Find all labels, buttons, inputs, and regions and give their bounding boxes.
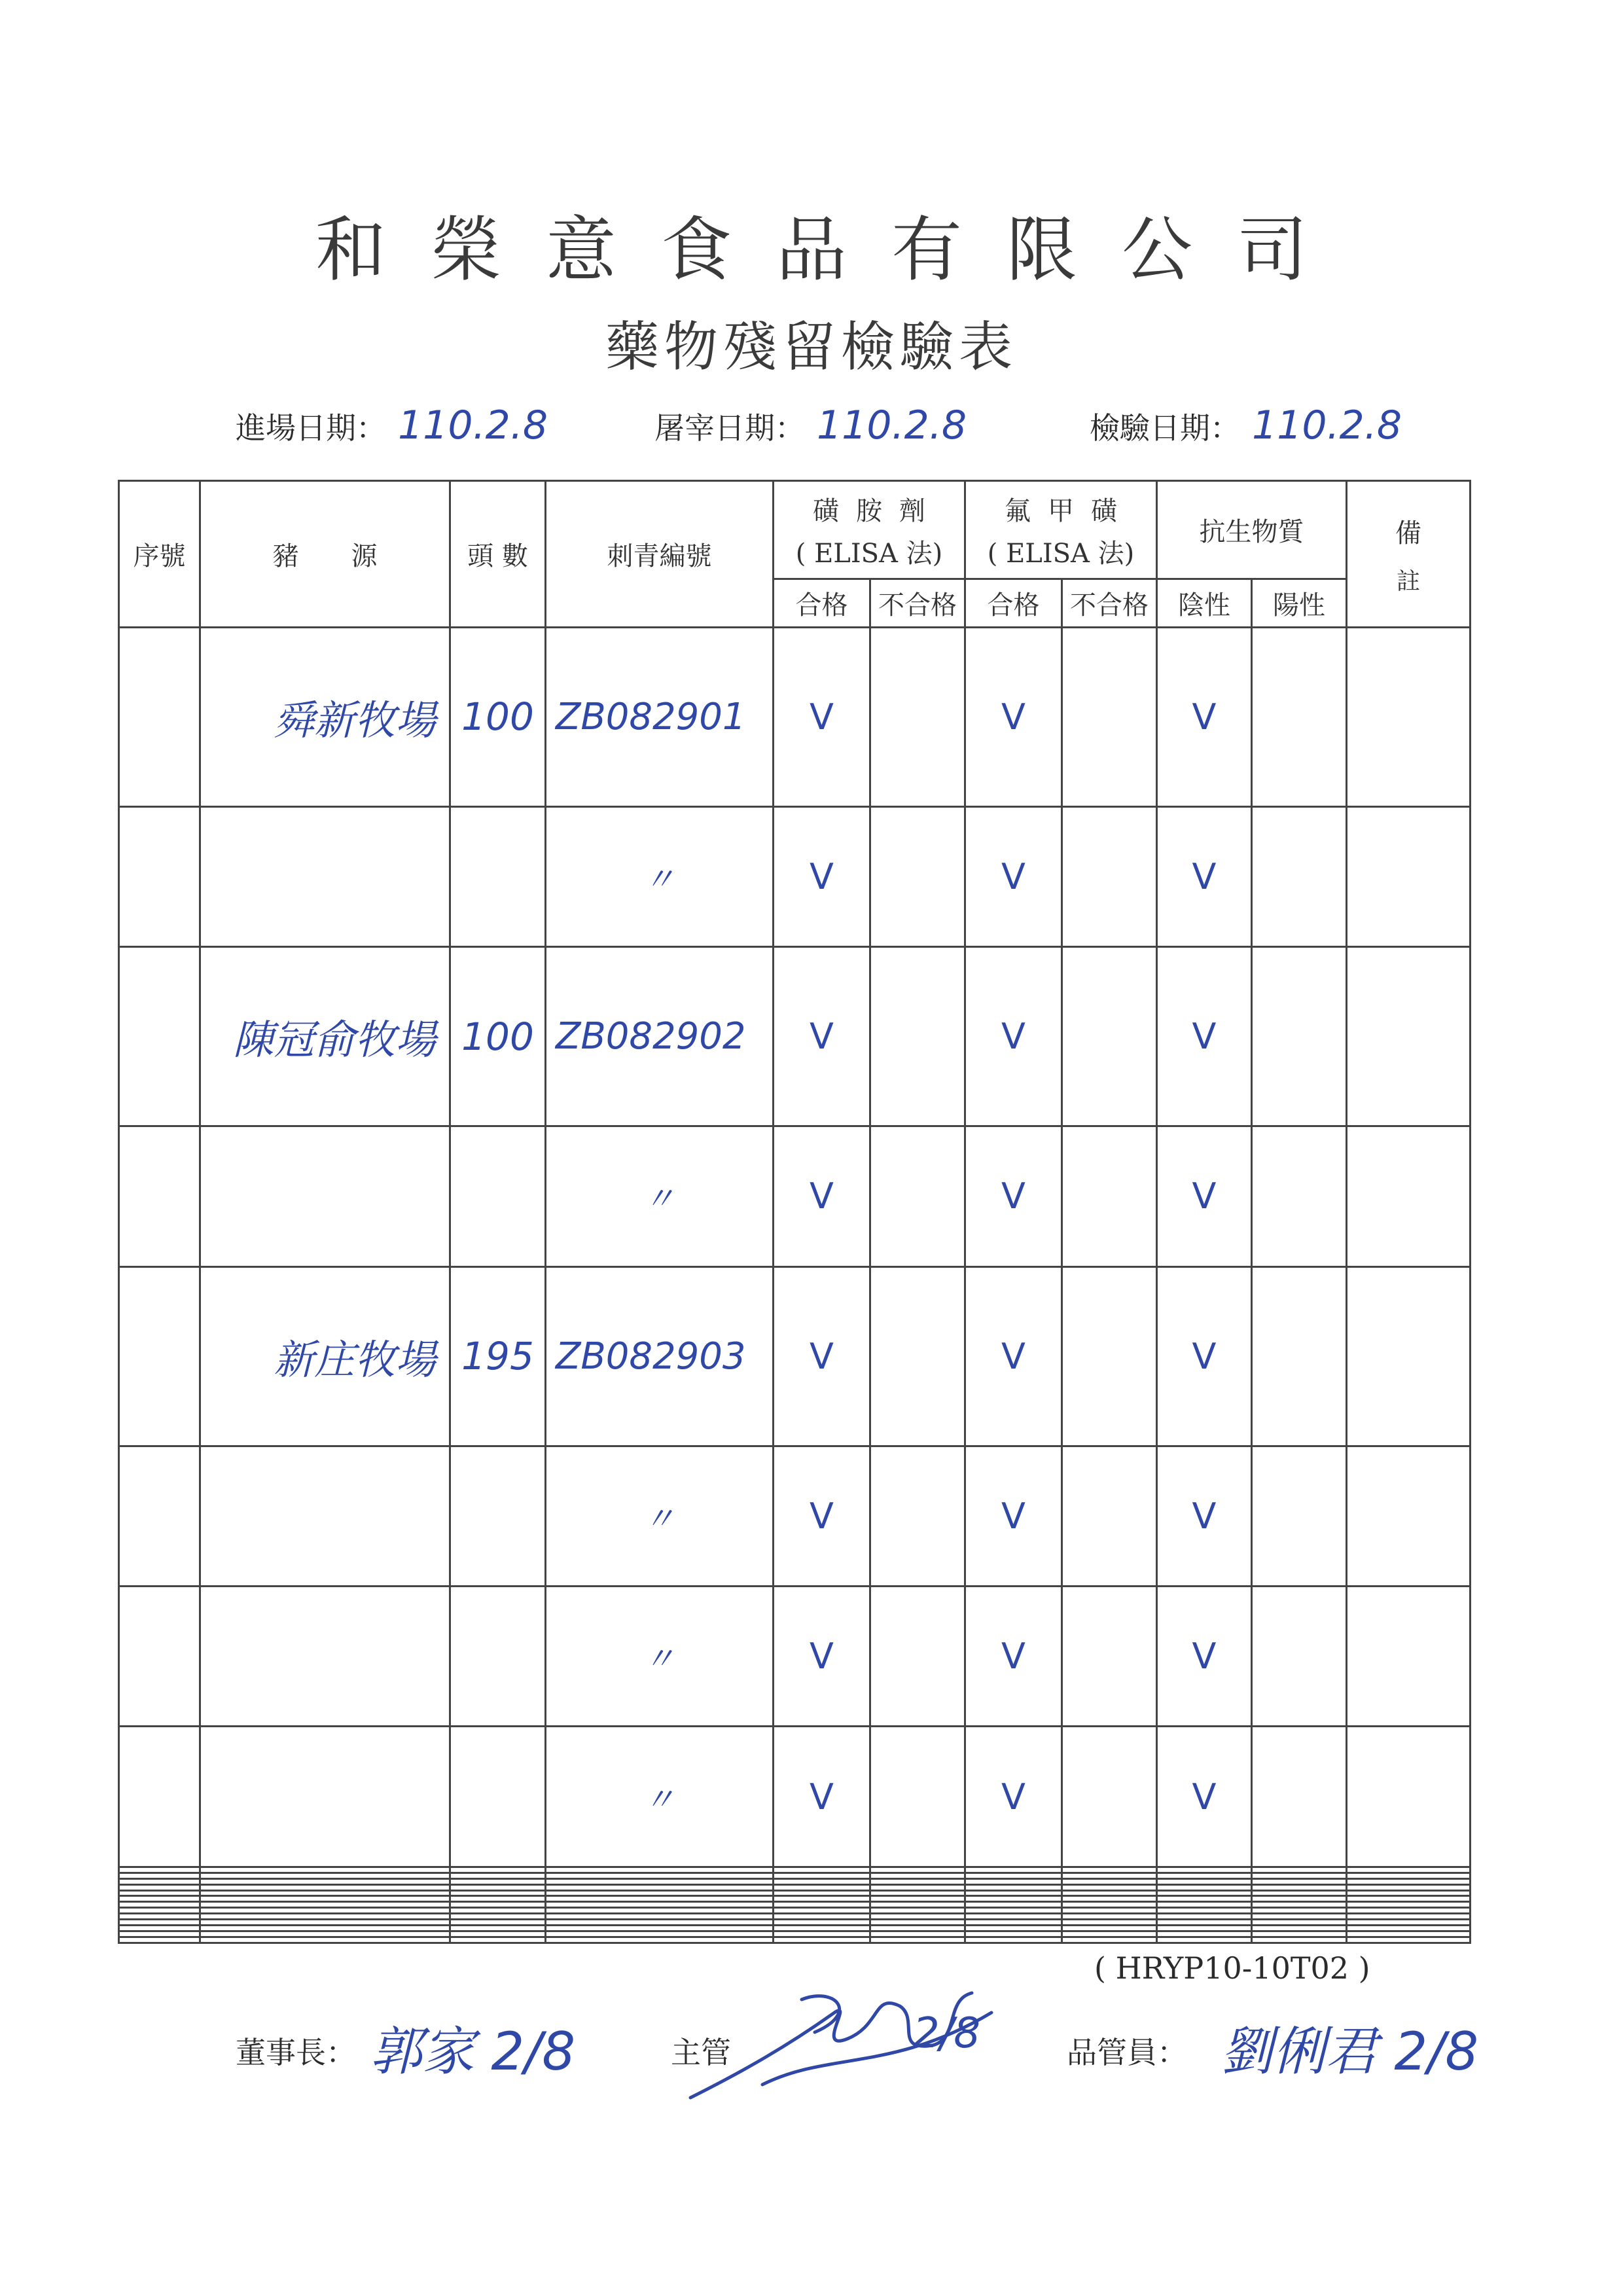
table-row [119, 1878, 1471, 1884]
cell-flo-pass [965, 1914, 1062, 1920]
cell-remarks [1347, 806, 1471, 946]
cell-sul-fail [870, 1931, 965, 1937]
inspection-date-value: 110.2.8 [1252, 403, 1402, 448]
florfenicol-name: 氟甲磺 [1005, 495, 1134, 526]
cell-remarks [1347, 1884, 1471, 1890]
cell-tattoo [546, 1920, 774, 1926]
florfenicol-method: ( ELISA 法) [987, 538, 1135, 569]
table-row [119, 628, 1471, 807]
cell-flo-pass [965, 1931, 1062, 1937]
check-mark: V [965, 628, 1062, 807]
cell-remarks [1347, 1926, 1471, 1931]
cell-tattoo [546, 1914, 774, 1920]
company-name: 和榮意食品有限公司 [315, 209, 1352, 291]
cell-source [200, 1446, 450, 1586]
table-row [119, 1896, 1471, 1902]
check-mark: V [965, 1727, 1062, 1867]
cell-flo-fail [1062, 1878, 1157, 1884]
cell-count [450, 1908, 546, 1914]
inspection-date [1090, 403, 1402, 448]
cell-flo-fail [1062, 1727, 1157, 1867]
cell-sul-fail [870, 628, 965, 807]
table-row [119, 1914, 1471, 1920]
check-mark: V [965, 947, 1062, 1126]
header-pig-source: 豬 源 [200, 481, 450, 628]
cell-serial [119, 1266, 200, 1446]
cell-sul-fail [870, 1446, 965, 1586]
cell-serial [119, 1446, 200, 1586]
table-row [119, 1931, 1471, 1937]
check-mark: V [1157, 1587, 1252, 1727]
cell-flo-fail [1062, 1890, 1157, 1896]
cell-remarks [1347, 1914, 1471, 1920]
header-sul-pass: 合格 [774, 579, 870, 628]
table-row [119, 1902, 1471, 1908]
cell-count: 100 [450, 947, 546, 1126]
cell-remarks [1347, 1937, 1471, 1943]
cell-remarks [1347, 947, 1471, 1126]
cell-sul-pass [774, 1902, 870, 1908]
residue-table [118, 480, 1471, 1944]
cell-flo-pass [965, 1873, 1062, 1878]
cell-sul-pass [774, 1914, 870, 1920]
header-head-count: 頭 數 [450, 481, 546, 628]
cell-sul-fail [870, 1266, 965, 1446]
cell-remarks [1347, 1908, 1471, 1914]
check-mark: V [1157, 806, 1252, 946]
cell-serial [119, 1727, 200, 1867]
cell-tattoo [546, 1867, 774, 1873]
check-mark: V [774, 1126, 870, 1266]
cell-anti-negative [1157, 1884, 1252, 1890]
cell-sul-fail [870, 1727, 965, 1867]
entry-date-label: 進場日期： [236, 410, 386, 446]
cell-remarks [1347, 1126, 1471, 1266]
cell-tattoo [546, 1926, 774, 1931]
cell-serial [119, 1896, 200, 1902]
qc-label: 品管員： [1067, 2035, 1187, 2070]
cell-count [450, 1902, 546, 1908]
cell-source [200, 1727, 450, 1867]
cell-anti-positive [1252, 1446, 1347, 1586]
cell-count [450, 1867, 546, 1873]
cell-count [450, 1878, 546, 1884]
cell-remarks [1347, 1878, 1471, 1884]
check-mark: V [965, 806, 1062, 946]
cell-serial [119, 1873, 200, 1878]
cell-source [200, 1890, 450, 1896]
table-row [119, 1937, 1471, 1943]
cell-sul-pass [774, 1908, 870, 1914]
cell-remarks [1347, 1266, 1471, 1446]
check-mark: V [774, 806, 870, 946]
cell-sul-pass [774, 1920, 870, 1926]
cell-serial [119, 1914, 200, 1920]
cell-anti-positive [1252, 1926, 1347, 1931]
cell-anti-negative [1157, 1914, 1252, 1920]
cell-tattoo [546, 1937, 774, 1943]
cell-serial [119, 1878, 200, 1884]
header-flo-pass: 合格 [965, 579, 1062, 628]
cell-sul-fail [870, 1914, 965, 1920]
cell-flo-fail [1062, 1920, 1157, 1926]
cell-remarks [1347, 1727, 1471, 1867]
table-row [119, 1727, 1471, 1867]
table-row [119, 1873, 1471, 1878]
form-code: ( HRYP10-10T02 ) [1094, 1950, 1370, 1986]
cell-flo-fail [1062, 1266, 1157, 1446]
cell-count: 100 [450, 628, 546, 807]
check-mark: V [965, 1587, 1062, 1727]
cell-sul-pass [774, 1896, 870, 1902]
cell-flo-pass [965, 1926, 1062, 1931]
cell-sul-fail [870, 1920, 965, 1926]
cell-remarks [1347, 1896, 1471, 1902]
cell-serial [119, 1908, 200, 1914]
table-row [119, 806, 1471, 946]
cell-sul-pass [774, 1926, 870, 1931]
cell-anti-negative [1157, 1902, 1252, 1908]
cell-source [200, 1126, 450, 1266]
cell-anti-positive [1252, 1867, 1347, 1873]
cell-anti-positive [1252, 1126, 1347, 1266]
check-mark: V [965, 1266, 1062, 1446]
check-mark: V [1157, 947, 1252, 1126]
cell-source [200, 806, 450, 946]
header-anti-positive: 陽性 [1252, 579, 1347, 628]
cell-source [200, 1926, 450, 1931]
cell-anti-negative [1157, 1878, 1252, 1884]
cell-tattoo: 〃 [546, 1587, 774, 1727]
cell-serial [119, 1884, 200, 1890]
cell-count [450, 1446, 546, 1586]
cell-tattoo: 〃 [546, 1126, 774, 1266]
cell-sul-pass [774, 1890, 870, 1896]
cell-count [450, 806, 546, 946]
check-mark: V [965, 1446, 1062, 1586]
cell-source [200, 1878, 450, 1884]
cell-serial [119, 806, 200, 946]
cell-anti-positive [1252, 1890, 1347, 1896]
cell-anti-negative [1157, 1896, 1252, 1902]
table-row [119, 1884, 1471, 1890]
cell-source [200, 1587, 450, 1727]
slaughter-date-value: 110.2.8 [817, 403, 967, 448]
cell-remarks [1347, 628, 1471, 807]
cell-count [450, 1587, 546, 1727]
cell-anti-positive [1252, 1266, 1347, 1446]
remarks-line-2: 註 [1396, 567, 1420, 595]
cell-flo-fail [1062, 1902, 1157, 1908]
cell-sul-fail [870, 1890, 965, 1896]
cell-remarks [1347, 1902, 1471, 1908]
cell-flo-fail [1062, 1884, 1157, 1890]
cell-sul-pass [774, 1884, 870, 1890]
cell-anti-negative [1157, 1920, 1252, 1926]
form-title: 藥物殘留檢驗表 [605, 316, 1018, 378]
entry-date-value: 110.2.8 [398, 403, 548, 448]
cell-tattoo [546, 1890, 774, 1896]
table-row [119, 1908, 1471, 1914]
cell-source [200, 1908, 450, 1914]
cell-flo-fail [1062, 1587, 1157, 1727]
cell-flo-fail [1062, 1914, 1157, 1920]
cell-flo-fail [1062, 1867, 1157, 1873]
check-mark: V [1157, 1266, 1252, 1446]
cell-anti-positive [1252, 1727, 1347, 1867]
manager-signature: 2/8 [913, 2009, 980, 2058]
cell-remarks [1347, 1920, 1471, 1926]
cell-tattoo: 〃 [546, 1446, 774, 1586]
cell-sul-fail [870, 947, 965, 1126]
cell-flo-pass [965, 1920, 1062, 1926]
cell-flo-pass [965, 1937, 1062, 1943]
cell-count [450, 1873, 546, 1878]
cell-sul-pass [774, 1878, 870, 1884]
cell-anti-negative [1157, 1937, 1252, 1943]
cell-serial [119, 1126, 200, 1266]
chairman-label: 董事長： [236, 2035, 356, 2070]
cell-anti-positive [1252, 1902, 1347, 1908]
cell-sul-fail [870, 1908, 965, 1914]
cell-sul-pass [774, 1931, 870, 1937]
check-mark: V [774, 1266, 870, 1446]
cell-sul-fail [870, 1867, 965, 1873]
cell-source: 舜新牧場 [200, 628, 450, 807]
cell-source: 新庄牧場 [200, 1266, 450, 1446]
cell-sul-pass [774, 1873, 870, 1878]
cell-tattoo: 〃 [546, 1727, 774, 1867]
cell-sul-fail [870, 1896, 965, 1902]
cell-count [450, 1727, 546, 1867]
cell-anti-negative [1157, 1867, 1252, 1873]
slaughter-date-label: 屠宰日期： [654, 410, 805, 446]
slaughter-date [654, 403, 967, 448]
cell-anti-positive [1252, 1587, 1347, 1727]
cell-flo-pass [965, 1896, 1062, 1902]
cell-anti-positive [1252, 947, 1347, 1126]
cell-anti-positive [1252, 1914, 1347, 1920]
cell-tattoo: ZB082902 [546, 947, 774, 1126]
cell-flo-fail [1062, 1126, 1157, 1266]
cell-remarks [1347, 1931, 1471, 1937]
cell-serial [119, 1926, 200, 1931]
header-sulfonamide [774, 481, 965, 579]
entry-date [236, 403, 548, 448]
cell-count [450, 1931, 546, 1937]
cell-source [200, 1902, 450, 1908]
cell-anti-positive [1252, 1873, 1347, 1878]
cell-sul-fail [870, 1126, 965, 1266]
cell-sul-fail [870, 1902, 965, 1908]
check-mark: V [1157, 628, 1252, 807]
cell-source [200, 1914, 450, 1920]
cell-tattoo [546, 1884, 774, 1890]
cell-flo-pass [965, 1878, 1062, 1884]
table-row [119, 1920, 1471, 1926]
sulfonamide-method: ( ELISA 法) [795, 538, 943, 569]
cell-serial [119, 947, 200, 1126]
cell-source [200, 1896, 450, 1902]
cell-flo-pass [965, 1908, 1062, 1914]
cell-anti-negative [1157, 1908, 1252, 1914]
cell-tattoo: 〃 [546, 806, 774, 946]
cell-remarks [1347, 1446, 1471, 1586]
header-remarks [1347, 481, 1471, 628]
cell-count [450, 1937, 546, 1943]
cell-anti-positive [1252, 1884, 1347, 1890]
cell-sul-pass [774, 1867, 870, 1873]
header-tattoo-no: 刺青編號 [546, 481, 774, 628]
cell-flo-pass [965, 1902, 1062, 1908]
table-row [119, 1867, 1471, 1873]
check-mark: V [1157, 1727, 1252, 1867]
cell-count [450, 1890, 546, 1896]
cell-source [200, 1937, 450, 1943]
cell-anti-negative [1157, 1890, 1252, 1896]
cell-flo-fail [1062, 1931, 1157, 1937]
cell-serial [119, 1902, 200, 1908]
cell-serial [119, 1587, 200, 1727]
cell-sul-fail [870, 1884, 965, 1890]
table-row [119, 1587, 1471, 1727]
cell-count: 195 [450, 1266, 546, 1446]
cell-serial [119, 628, 200, 807]
cell-anti-positive [1252, 1908, 1347, 1914]
cell-anti-positive [1252, 1896, 1347, 1902]
cell-tattoo [546, 1902, 774, 1908]
cell-serial [119, 1931, 200, 1937]
cell-count [450, 1896, 546, 1902]
remarks-line-1: 備 [1395, 518, 1421, 548]
cell-flo-fail [1062, 1896, 1157, 1902]
cell-flo-fail [1062, 1873, 1157, 1878]
cell-count [450, 1126, 546, 1266]
check-mark: V [774, 947, 870, 1126]
cell-remarks [1347, 1873, 1471, 1878]
cell-tattoo: ZB082901 [546, 628, 774, 807]
cell-flo-fail [1062, 947, 1157, 1126]
cell-anti-negative [1157, 1931, 1252, 1937]
cell-tattoo [546, 1908, 774, 1914]
cell-tattoo [546, 1878, 774, 1884]
cell-remarks [1347, 1587, 1471, 1727]
table-row [119, 1126, 1471, 1266]
cell-flo-fail [1062, 628, 1157, 807]
cell-remarks [1347, 1890, 1471, 1896]
check-mark: V [1157, 1126, 1252, 1266]
cell-sul-fail [870, 1926, 965, 1931]
cell-source [200, 1931, 450, 1937]
cell-remarks [1347, 1867, 1471, 1873]
cell-source [200, 1884, 450, 1890]
cell-sul-fail [870, 1878, 965, 1884]
cell-flo-fail [1062, 1908, 1157, 1914]
cell-flo-fail [1062, 1446, 1157, 1586]
cell-count [450, 1920, 546, 1926]
cell-anti-positive [1252, 1920, 1347, 1926]
check-mark: V [965, 1126, 1062, 1266]
cell-anti-negative [1157, 1873, 1252, 1878]
check-mark: V [774, 628, 870, 807]
cell-source [200, 1920, 450, 1926]
cell-source: 陳冠俞牧場 [200, 947, 450, 1126]
cell-serial [119, 1890, 200, 1896]
cell-serial [119, 1920, 200, 1926]
check-mark: V [1157, 1446, 1252, 1586]
table-row [119, 1446, 1471, 1586]
cell-anti-positive [1252, 1931, 1347, 1937]
cell-flo-fail [1062, 806, 1157, 946]
cell-sul-fail [870, 1937, 965, 1943]
manager-label: 主管 [671, 2035, 731, 2070]
cell-tattoo: ZB082903 [546, 1266, 774, 1446]
cell-flo-pass [965, 1884, 1062, 1890]
header-florfenicol [965, 481, 1157, 579]
header-flo-fail: 不合格 [1062, 579, 1157, 628]
cell-anti-positive [1252, 1937, 1347, 1943]
table-row [119, 1890, 1471, 1896]
cell-count [450, 1926, 546, 1931]
cell-sul-fail [870, 1873, 965, 1878]
cell-serial [119, 1937, 200, 1943]
cell-anti-negative [1157, 1926, 1252, 1931]
table-row [119, 1266, 1471, 1446]
check-mark: V [774, 1587, 870, 1727]
cell-count [450, 1914, 546, 1920]
table-row [119, 1926, 1471, 1931]
table-row [119, 947, 1471, 1126]
cell-flo-fail [1062, 1926, 1157, 1931]
check-mark: V [774, 1727, 870, 1867]
cell-tattoo [546, 1873, 774, 1878]
sulfonamide-name: 磺胺劑 [813, 495, 942, 526]
header-serial: 序號 [119, 481, 200, 628]
cell-anti-positive [1252, 1878, 1347, 1884]
cell-serial [119, 1867, 200, 1873]
qc-signature: 劉俐君 2/8 [1221, 2021, 1479, 2082]
check-mark: V [774, 1446, 870, 1586]
cell-anti-positive [1252, 628, 1347, 807]
cell-count [450, 1884, 546, 1890]
cell-sul-fail [870, 806, 965, 946]
inspection-date-label: 檢驗日期： [1090, 410, 1240, 446]
cell-tattoo [546, 1931, 774, 1937]
cell-sul-fail [870, 1587, 965, 1727]
cell-source [200, 1873, 450, 1878]
cell-flo-fail [1062, 1937, 1157, 1943]
cell-anti-positive [1252, 806, 1347, 946]
chairman-signature: 郭家 2/8 [370, 2021, 576, 2082]
cell-flo-pass [965, 1890, 1062, 1896]
cell-source [200, 1867, 450, 1873]
header-antibiotics: 抗生物質 [1157, 481, 1347, 579]
cell-tattoo [546, 1896, 774, 1902]
header-anti-negative: 陰性 [1157, 579, 1252, 628]
cell-sul-pass [774, 1937, 870, 1943]
header-sul-fail: 不合格 [870, 579, 965, 628]
cell-flo-pass [965, 1867, 1062, 1873]
